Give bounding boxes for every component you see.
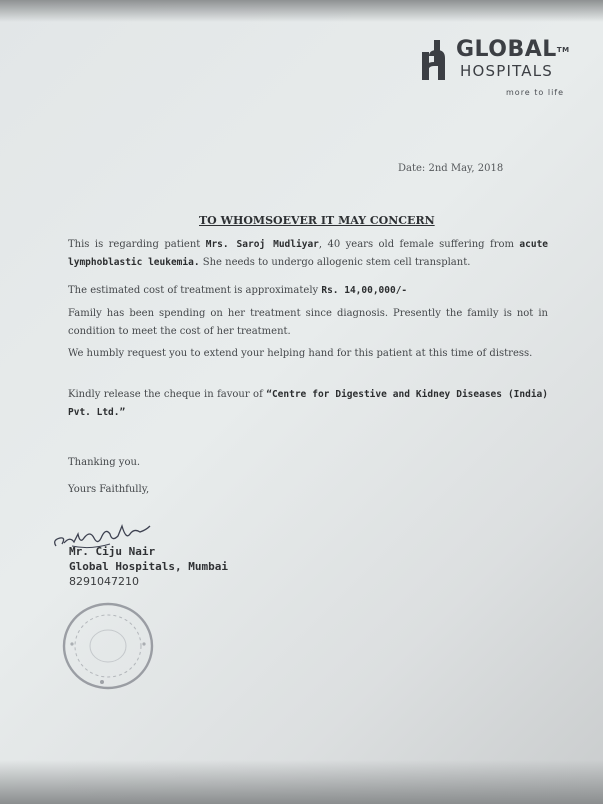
paragraph-cheque <box>68 386 548 422</box>
page-shadow-top <box>0 0 603 22</box>
logo-trademark: TM <box>556 46 570 54</box>
logo-brand-text <box>456 38 570 62</box>
hospital-seal-stamp <box>58 598 158 694</box>
letter-heading: TO WHOMSOEVER IT MAY CONCERN <box>199 214 435 227</box>
page-shadow-bottom <box>0 760 603 804</box>
logo-tagline: more to life <box>506 88 565 97</box>
p2-text: The estimated cost of treatment is approximately <box>68 285 322 296</box>
thanking-line: Thanking you. <box>68 457 141 468</box>
paragraph-request: We humbly request you to extend your helping hand for this patient at this time of distress. <box>68 348 533 359</box>
yours-faithfully-line: Yours Faithfully, <box>68 484 150 495</box>
p1-text-c: She needs to undergo allogenic stem cell transplant. <box>199 257 471 268</box>
paragraph-cost <box>68 282 548 300</box>
signer-name: Mr. Ciju Nair <box>69 545 156 558</box>
global-hospitals-logo <box>420 34 590 104</box>
paragraph-patient <box>68 236 548 272</box>
signer-organization: Global Hospitals, Mumbai <box>69 560 228 573</box>
p1-text-a: This is regarding patient <box>68 239 206 250</box>
treatment-amount: Rs. 14,00,000/- <box>321 285 408 296</box>
p1-text-b: , 40 years old female suffering from <box>318 239 520 250</box>
p5-text: Kindly release the cheque in favour of <box>68 389 267 400</box>
letter-date: Date: 2nd May, 2018 <box>398 163 504 174</box>
logo-subtitle: HOSPITALS <box>460 62 554 80</box>
paragraph-family: Family has been spending on her treatment since diagnosis. Presently the family is not in condition to meet the cost of her treatment. <box>68 308 548 337</box>
signer-phone: 8291047210 <box>69 575 139 588</box>
payee-name: “Centre for Digestive and Kidney Diseases (India) Pvt. Ltd.” <box>68 389 548 418</box>
logo-brand: GLOBAL <box>456 37 557 62</box>
logo-mark-icon <box>420 38 454 82</box>
patient-name: Mrs. Saroj Mudliyar <box>205 239 319 250</box>
diagnosis: acute lymphoblastic leukemia. <box>68 239 549 268</box>
